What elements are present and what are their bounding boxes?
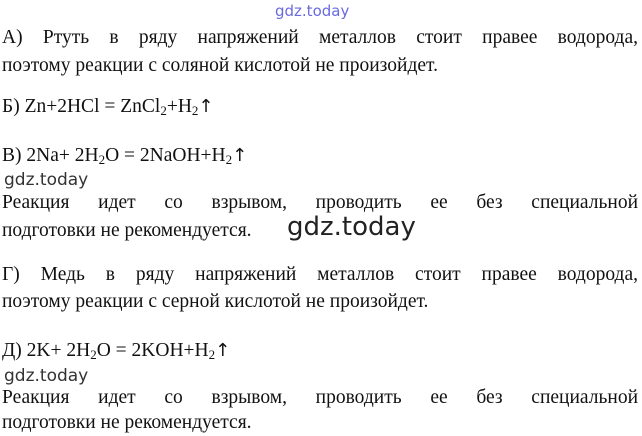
answer-b-equation (2, 95, 214, 119)
up-arrow-icon: ↑ (198, 96, 214, 117)
equation-v-sub1: 2 (98, 152, 106, 167)
equation-v-mid: O = 2NaOH+H (105, 145, 226, 166)
answer-g-line1: Г) Медь в ряду напряжений металлов стоит правее водорода, (2, 264, 638, 285)
equation-b-sub2: 2 (191, 103, 199, 118)
watermark-mid2: gdz.today (4, 366, 89, 386)
answer-v-line1: Реакция идет со взрывом, проводить ее без специальной (2, 192, 638, 213)
up-arrow-icon: ↑ (215, 340, 231, 361)
equation-d-mid: O = 2KOH+H (96, 340, 209, 361)
equation-b-prefix: Б) Zn+2HCl = ZnCl (2, 96, 161, 117)
equation-v-sub2: 2 (225, 152, 233, 167)
equation-d-sub2: 2 (208, 347, 216, 362)
equation-b-sub1: 2 (160, 103, 167, 118)
answer-a-line1: А) Ртуть в ряду напряжений металлов стоит правее водорода, (2, 27, 638, 48)
equation-b-mid: +H (166, 96, 192, 117)
watermark-mid1: gdz.today (4, 170, 89, 190)
up-arrow-icon: ↑ (232, 145, 248, 166)
equation-v-prefix: В) 2Na+ 2H (2, 145, 99, 166)
answer-v-line2: подготовки не рекомендуется. (2, 220, 252, 241)
equation-d-prefix: Д) 2K+ 2H (2, 340, 91, 361)
watermark-big: gdz.today (287, 212, 416, 242)
answer-a-line2: поэтому реакции с соляной кислотой не произойдет. (2, 55, 438, 76)
answer-v-equation (2, 144, 247, 168)
equation-d-sub1: 2 (90, 347, 97, 362)
answer-d-equation (2, 339, 230, 363)
answer-d-line1: Реакция идет со взрывом, проводить ее без специальной (2, 387, 638, 408)
watermark-top: gdz.today (275, 2, 350, 20)
answer-d-line2: подготовки не рекомендуется. (2, 412, 252, 433)
answer-g-line2: поэтому реакции с серной кислотой не произойдет. (2, 291, 429, 312)
